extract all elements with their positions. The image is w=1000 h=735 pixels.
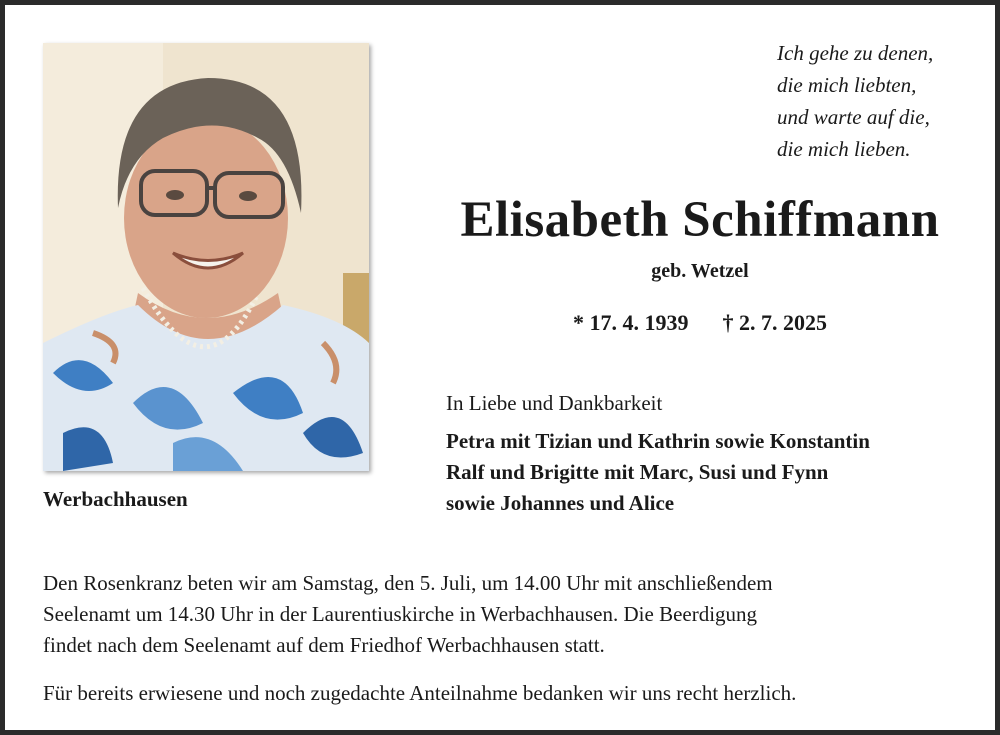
service-information [43,568,973,661]
birth-date: * 17. 4. 1939 [573,310,689,335]
portrait-illustration [43,43,369,471]
mourners-intro: In Liebe und Dankbarkeit [446,391,663,415]
mourners-line: Petra mit Tizian und Kathrin sowie Konstantin [446,429,870,453]
mourners-line: Ralf und Brigitte mit Marc, Susi und Fynn [446,460,829,484]
service-line: Seelenamt um 14.30 Uhr in der Laurentiuskirche in Werbachhausen. Die Beerdigung [43,602,758,626]
poem-line: die mich liebten, [777,73,917,97]
deceased-name: Elisabeth Schiffmann [460,192,940,248]
poem-line: die mich lieben. [777,137,911,161]
thanks-note: Für bereits erwiesene und noch zugedachte Anteilnahme bedanken wir uns recht herzlich. [43,681,797,705]
poem [777,37,933,165]
maiden-name: geb. Wetzel [651,260,749,282]
death-date: † 2. 7. 2025 [722,310,827,335]
poem-line: Ich gehe zu denen, [777,41,934,65]
poem-line: und warte auf die, [777,105,930,129]
mourners-line: sowie Johannes und Alice [446,491,675,515]
life-dates [400,310,1000,336]
portrait-photo [43,43,369,471]
place-of-residence: Werbachhausen [43,487,188,511]
service-line: Den Rosenkranz beten wir am Samstag, den 5. Juli, um 14.00 Uhr mit anschließendem [43,571,773,595]
service-line: findet nach dem Seelenamt auf dem Friedhof Werbachhausen statt. [43,633,605,657]
mourners-list [446,426,870,519]
